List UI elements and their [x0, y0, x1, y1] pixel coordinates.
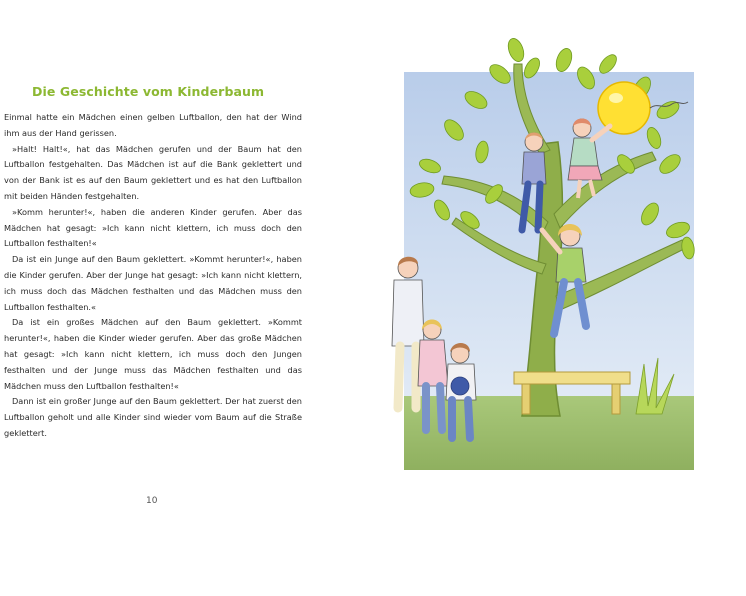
body	[570, 138, 598, 166]
story-paragraph: Da ist ein großes Mädchen auf den Baum geklettert. »Kommt herunter!«, haben die Kinder wieder gerufen. Aber das große Mädchen hat gesagt: »Ich kann nicht klettern, ich muss doch den Jungen festhalten und der Junge muss das Mädchen festhalten und das Mädchen muss den Luftballon festhalten!«	[4, 317, 302, 391]
body	[522, 152, 546, 184]
balloon-highlight	[609, 93, 623, 103]
story-paragraph: Da ist ein Junge auf den Baum geklettert. »Kommt herunter!«, haben die Kinder gerufen. Aber der Junge hat gesagt: »Ich kann nicht klettern, ich muss doch das Mädchen festhalten und das Mädchen muss den Luftballon festhalten.«	[4, 254, 302, 312]
text-page	[0, 0, 310, 596]
page-number: 10	[146, 496, 158, 506]
story-body	[4, 110, 302, 442]
story-paragraph: Dann ist ein großer Junge auf den Baum geklettert. Der hat zuerst den Luftballon geholt und alle Kinder sind wieder vom Baum auf die Straße geklettert.	[4, 396, 302, 438]
skirt	[568, 166, 602, 180]
body	[418, 340, 448, 386]
body	[392, 280, 424, 346]
tree-illustration	[382, 34, 702, 474]
story-paragraph: »Halt! Halt!«, hat das Mädchen gerufen und der Baum hat den Luftballon festgehalten. Das Mädchen ist auf die Bank geklettert und von der Bank ist es auf den Baum geklettert und es hat den Luftballon mit beiden Händen festgehalten.	[4, 143, 302, 201]
leaf	[553, 46, 574, 73]
bench-leg	[522, 384, 530, 414]
ball	[451, 377, 469, 395]
story-title: Die Geschichte vom Kinderbaum	[32, 84, 265, 99]
story-paragraph: »Komm herunter!«, haben die anderen Kinder gerufen. Aber das Mädchen hat gesagt: »Ich kann nicht klettern, ich muss doch den Luftballon festhalten!«	[4, 206, 302, 249]
leaf	[505, 36, 526, 63]
story-paragraph: Einmal hatte ein Mädchen einen gelben Luftballon, den hat der Wind ihm aus der Hand gerissen.	[4, 112, 302, 138]
bench-seat	[514, 372, 630, 384]
bench-leg	[612, 384, 620, 414]
